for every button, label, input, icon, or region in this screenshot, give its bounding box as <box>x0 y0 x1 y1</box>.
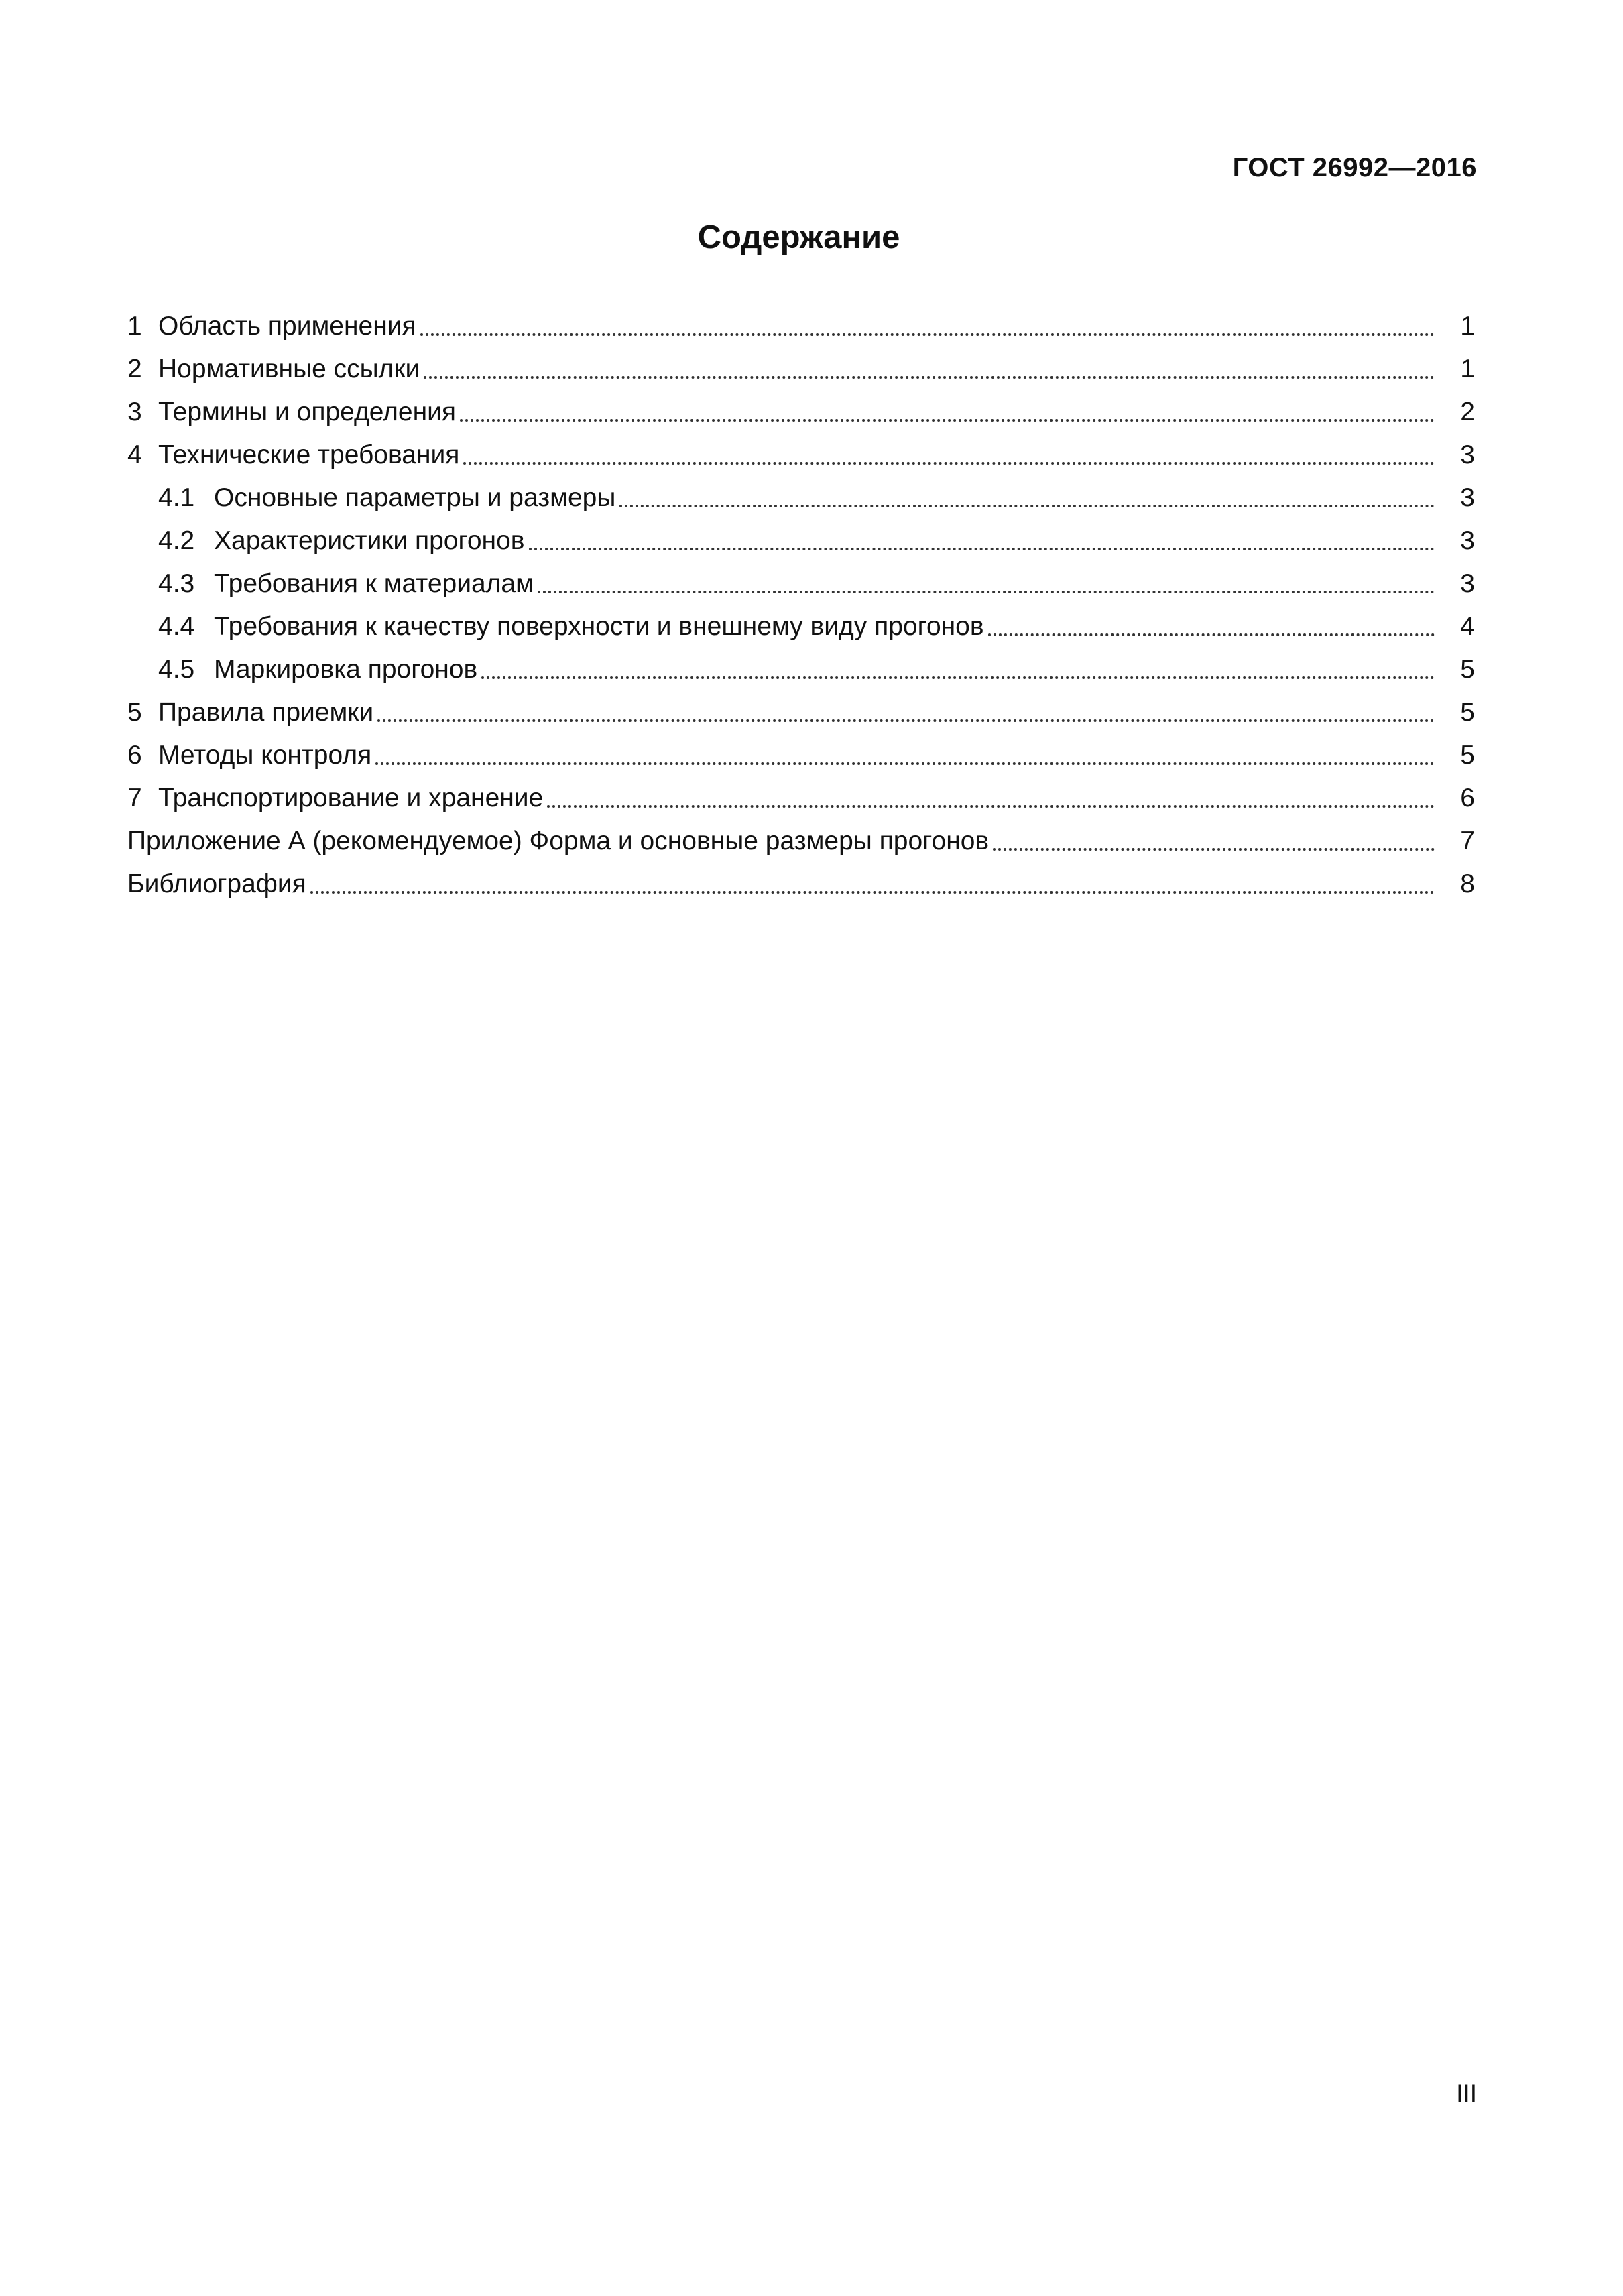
dot-leader <box>481 676 1435 679</box>
toc-entry-title: Приложение А (рекомендуемое) Форма и основные размеры прогонов <box>127 827 989 855</box>
dot-leader <box>310 890 1435 894</box>
dot-leader <box>988 633 1435 636</box>
toc-entry-1[interactable] <box>127 305 1475 348</box>
toc-entry-title: Характеристики прогонов <box>214 526 525 555</box>
toc-entry-page: 3 <box>1460 483 1475 512</box>
toc-entry-number: 7 <box>127 784 142 812</box>
toc-entry-number: 1 <box>127 312 142 341</box>
toc-entry-page: 3 <box>1460 526 1475 555</box>
toc-entry-page: 6 <box>1460 784 1475 812</box>
toc-entry-4-2[interactable] <box>127 520 1475 562</box>
document-id: ГОСТ 26992—2016 <box>1232 153 1477 182</box>
dot-leader <box>993 847 1435 851</box>
dot-leader <box>463 461 1435 465</box>
toc-entry-4[interactable] <box>127 434 1475 477</box>
toc-entry-title: Библиография <box>127 869 306 898</box>
toc-entry-number: 5 <box>127 698 142 727</box>
dot-leader <box>424 375 1435 379</box>
toc-entry-page: 5 <box>1460 741 1475 770</box>
toc-entry-5[interactable] <box>127 691 1475 734</box>
toc-heading: Содержание <box>697 219 900 255</box>
toc-entry-title: Транспортирование и хранение <box>158 784 544 812</box>
toc-entry-appendix-a[interactable] <box>127 820 1475 863</box>
toc-entry-7[interactable] <box>127 777 1475 820</box>
toc-entry-number: 2 <box>127 355 142 383</box>
page-number: III <box>1456 2079 1477 2107</box>
dot-leader <box>375 762 1435 765</box>
dot-leader <box>538 590 1435 593</box>
toc-entry-title: Методы контроля <box>158 741 372 770</box>
toc-entry-4-4[interactable] <box>127 605 1475 648</box>
toc-entry-page: 2 <box>1460 398 1475 426</box>
toc-entry-number: 4.5 <box>158 655 195 684</box>
dot-leader <box>377 719 1435 722</box>
toc-entry-3[interactable] <box>127 391 1475 434</box>
toc-entry-title: Правила приемки <box>158 698 374 727</box>
toc-entry-page: 5 <box>1460 698 1475 727</box>
toc-entry-page: 7 <box>1460 827 1475 855</box>
toc-entry-page: 8 <box>1460 869 1475 898</box>
toc-entry-6[interactable] <box>127 734 1475 777</box>
dot-leader <box>547 804 1435 808</box>
toc-entry-page: 4 <box>1460 612 1475 641</box>
dot-leader <box>529 547 1435 550</box>
toc-entry-title: Технические требования <box>158 440 460 469</box>
toc-entry-title: Маркировка прогонов <box>214 655 478 684</box>
toc-entry-2[interactable] <box>127 348 1475 391</box>
toc-entry-4-1[interactable] <box>127 477 1475 520</box>
toc-entry-page: 5 <box>1460 655 1475 684</box>
toc-entry-number: 6 <box>127 741 142 770</box>
toc-entry-page: 3 <box>1460 569 1475 598</box>
toc-entry-title: Требования к материалам <box>214 569 534 598</box>
toc-entry-title: Основные параметры и размеры <box>214 483 616 512</box>
toc-entry-number: 4.4 <box>158 612 195 641</box>
toc-entry-4-5[interactable] <box>127 648 1475 691</box>
toc-entry-number: 4.1 <box>158 483 195 512</box>
toc-entry-page: 1 <box>1460 355 1475 383</box>
table-of-contents <box>127 305 1475 906</box>
dot-leader <box>460 418 1435 422</box>
dot-leader <box>420 333 1435 336</box>
toc-entry-title: Область применения <box>158 312 416 341</box>
toc-entry-title: Требования к качеству поверхности и внешнему виду прогонов <box>214 612 984 641</box>
toc-entry-bibliography[interactable] <box>127 863 1475 906</box>
dot-leader <box>619 504 1435 507</box>
toc-entry-number: 4.3 <box>158 569 195 598</box>
toc-entry-number: 3 <box>127 398 142 426</box>
toc-entry-page: 1 <box>1460 312 1475 341</box>
toc-entry-number: 4.2 <box>158 526 195 555</box>
toc-entry-page: 3 <box>1460 440 1475 469</box>
toc-entry-number: 4 <box>127 440 142 469</box>
toc-entry-title: Нормативные ссылки <box>158 355 420 383</box>
toc-entry-title: Термины и определения <box>158 398 457 426</box>
toc-entry-4-3[interactable] <box>127 562 1475 605</box>
